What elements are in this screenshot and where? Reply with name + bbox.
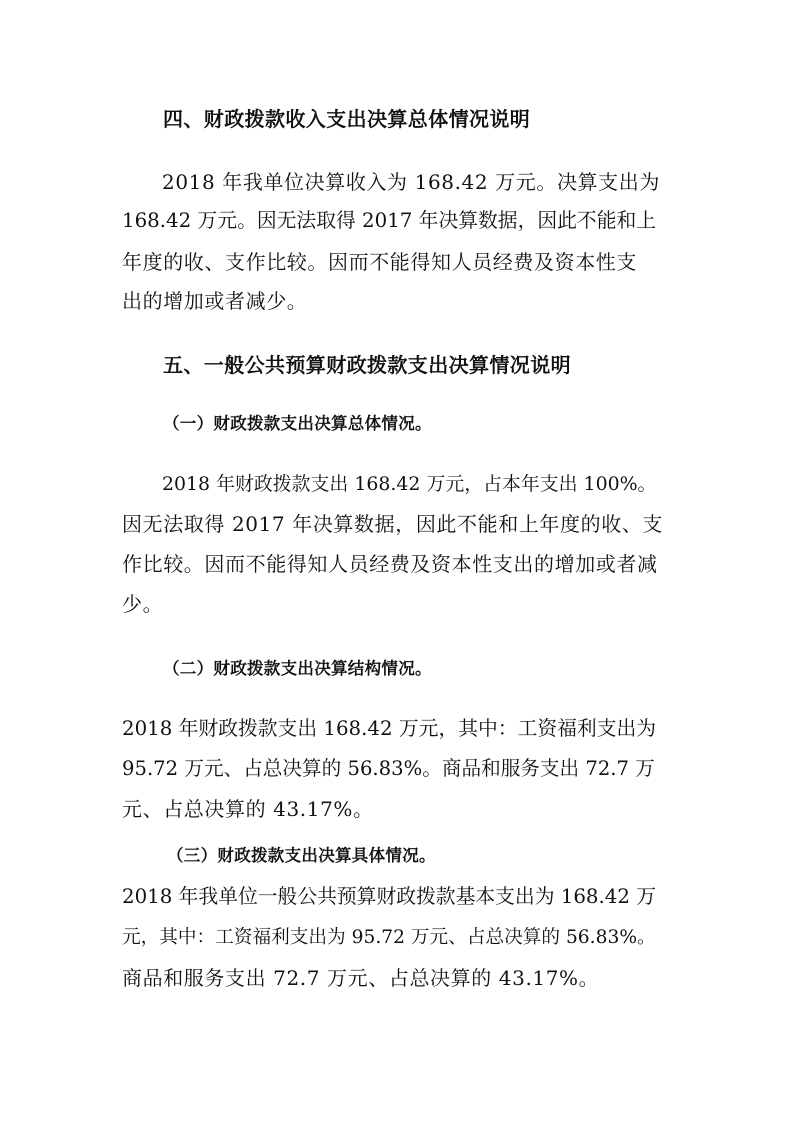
- paragraph-line: 因无法取得 2017 年决算数据，因此不能和上年度的收、支: [122, 512, 664, 536]
- subsection-heading-2: （二）财政拨款支出决算结构情况。: [163, 659, 432, 678]
- subsection-heading-3: （三）财政拨款支出决算具体情况。: [167, 846, 436, 865]
- paragraph-line: 作比较。因而不能得知人员经费及资本性支出的增加或者减: [122, 552, 658, 576]
- paragraph-line: 元、占总决算的 43.17%。: [122, 797, 374, 821]
- paragraph-line: 年度的收、支作比较。因而不能得知人员经费及资本性支: [122, 250, 637, 274]
- paragraph-line: 商品和服务支出 72.7 万元、占总决算的 43.17%。: [122, 966, 600, 990]
- paragraph-line: 出的增加或者减少。: [122, 289, 308, 313]
- section-heading-4: 四、财政拨款收入支出决算总体情况说明: [163, 107, 531, 131]
- paragraph-line: 元，其中：工资福利支出为 95.72 万元、占总决算的 56.83%。: [122, 927, 656, 948]
- section-heading-5: 五、一般公共预算财政拨款支出决算情况说明: [163, 353, 571, 377]
- subsection-heading-1: （一）财政拨款支出决算总体情况。: [163, 414, 432, 433]
- paragraph-line: 少。: [122, 592, 164, 616]
- paragraph-line: 168.42 万元。因无法取得 2017 年决算数据，因此不能和上: [122, 209, 657, 232]
- paragraph-line: 95.72 万元、占总决算的 56.83%。商品和服务支出 72.7 万: [122, 757, 655, 780]
- paragraph-line: 2018 年我单位决算收入为 168.42 万元。决算支出为: [162, 170, 660, 194]
- paragraph-line: 2018 年我单位一般公共预算财政拨款基本支出为 168.42 万: [122, 885, 657, 908]
- paragraph-line: 2018 年财政拨款支出 168.42 万元，占本年支出 100%。: [162, 473, 657, 495]
- paragraph-line: 2018 年财政拨款支出 168.42 万元，其中：工资福利支出为: [122, 717, 657, 740]
